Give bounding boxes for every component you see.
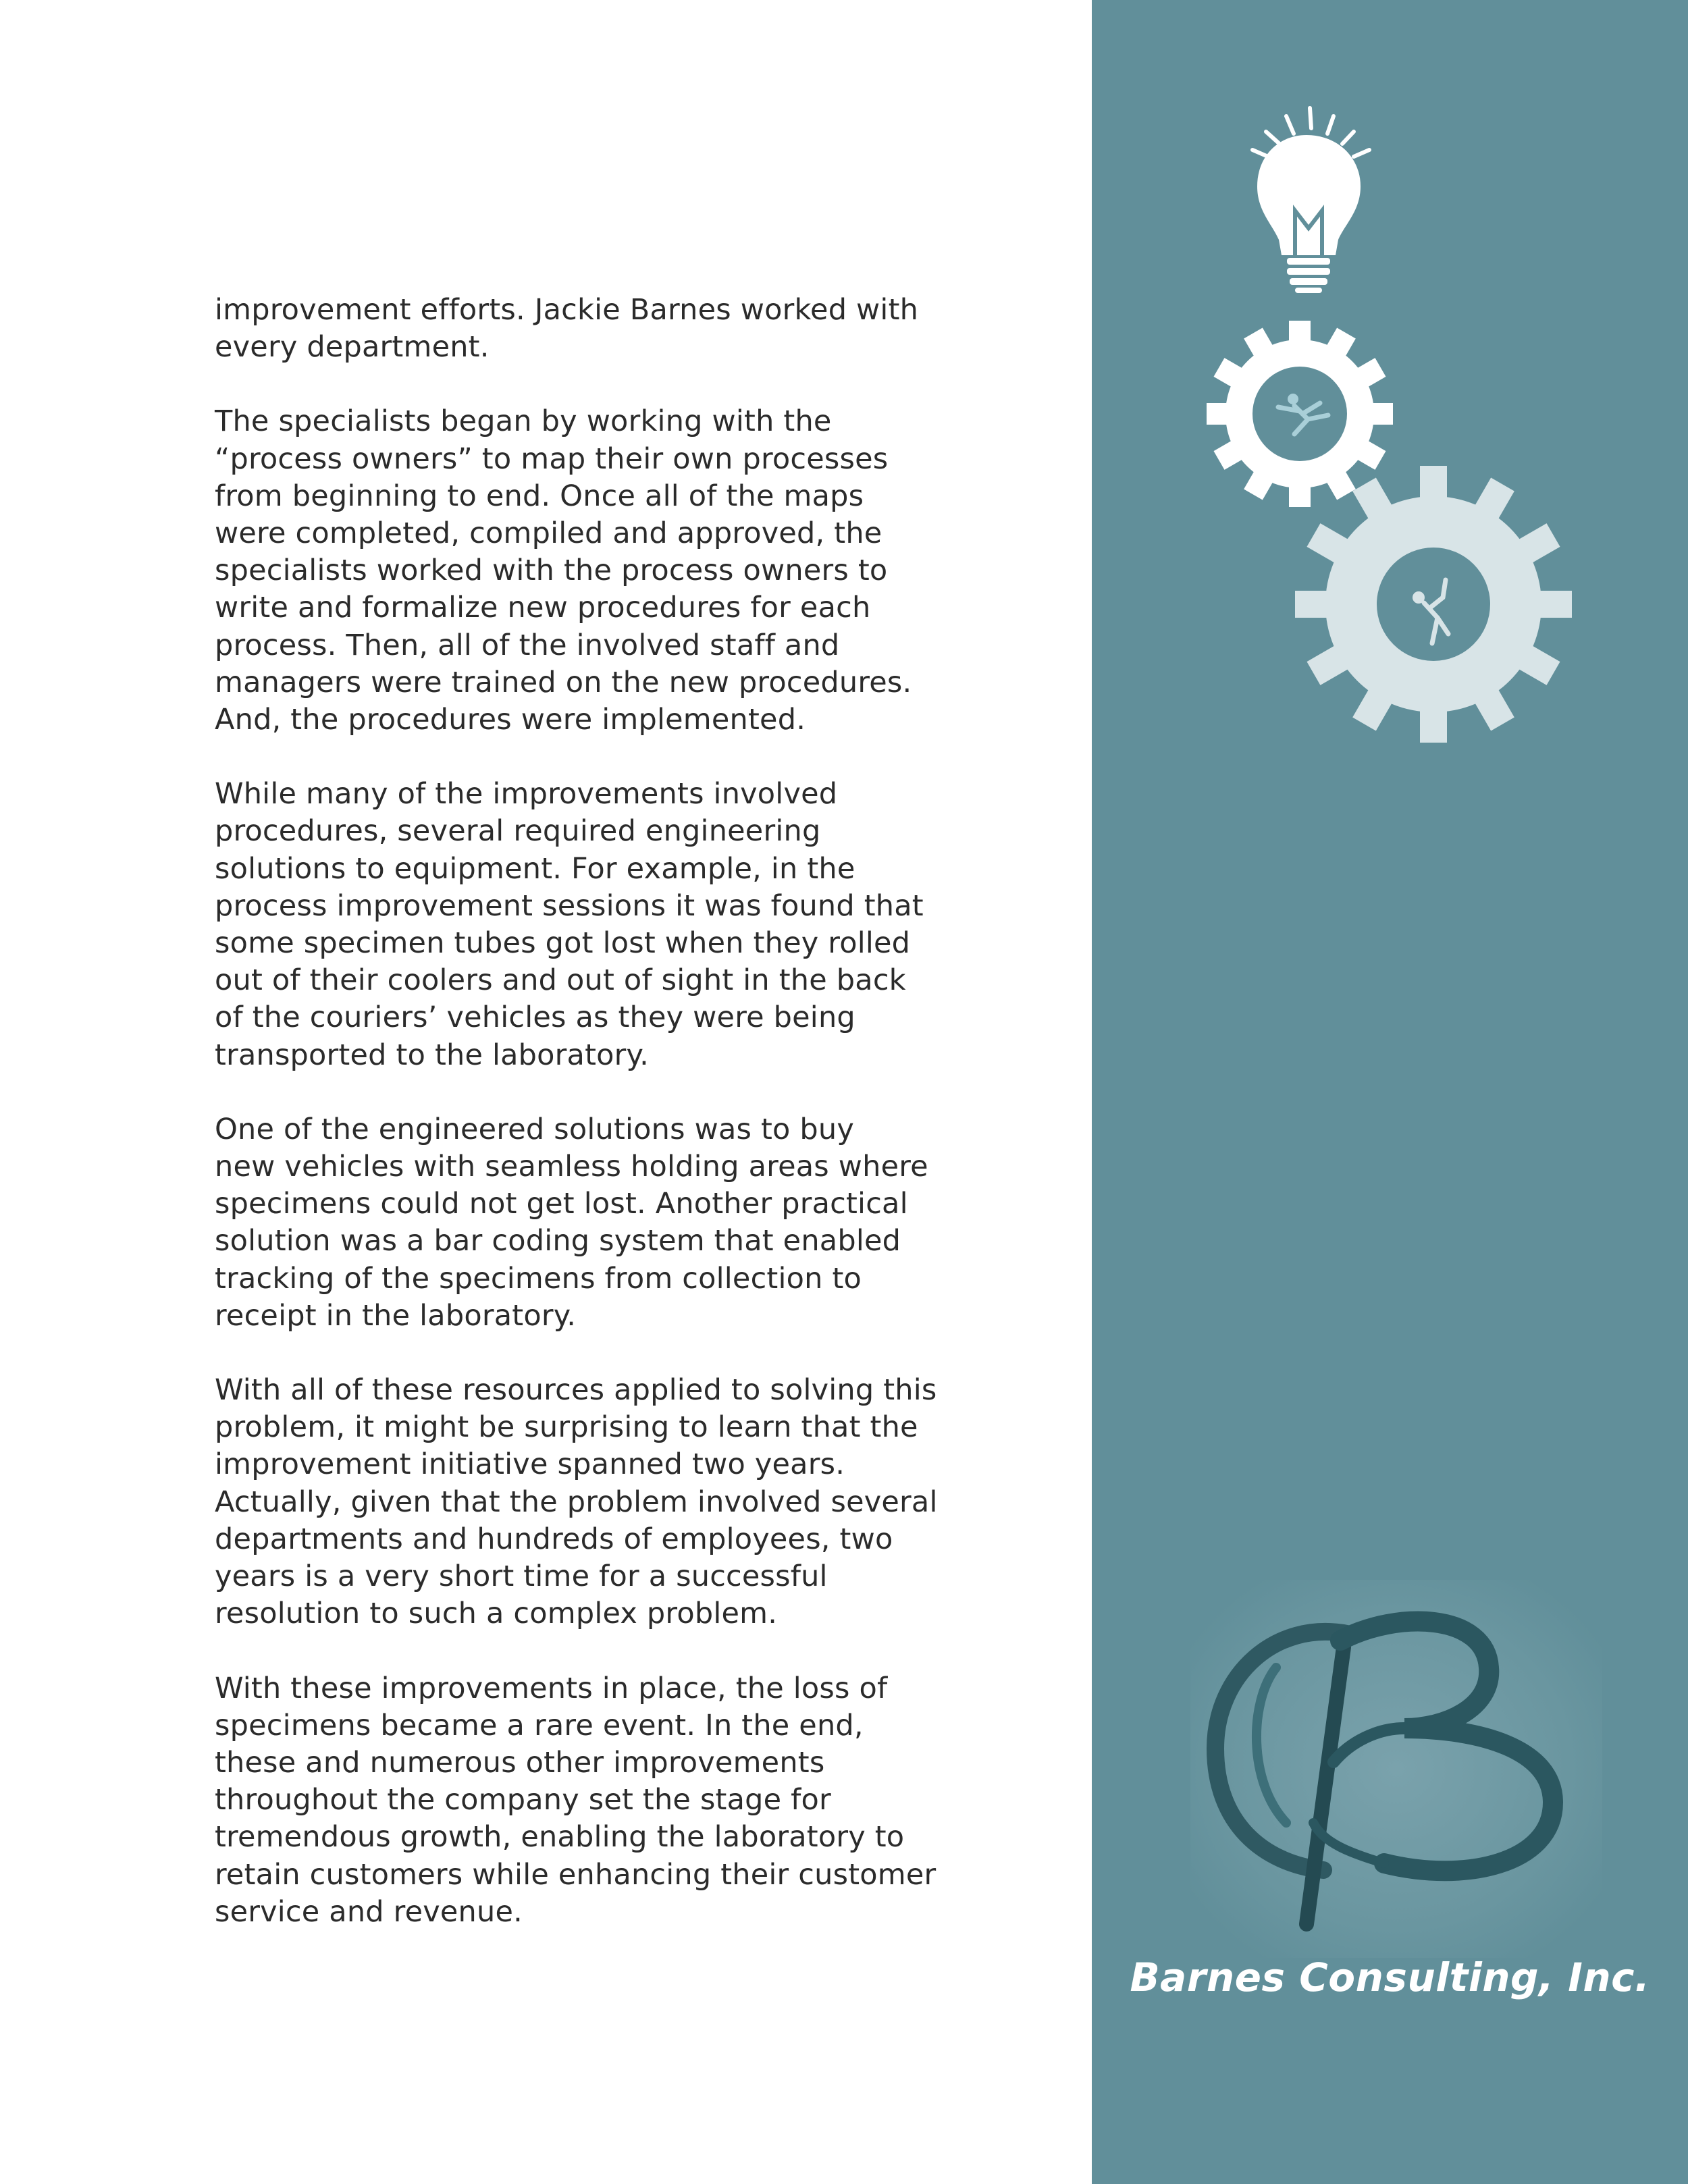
paragraph: While many of the improvements involved procedures, several required engineering solutions to equipment. For example, in the process improvement sessions it was found that some specimen tubes got lost when they rolled out of their coolers and out of sight in the back of the couriers’ vehicles as they were being transported to the laboratory.: [215, 777, 924, 1072]
paragraph: One of the engineered solutions was to buy new vehicles with seamless holding areas where specimens could not get lost. Another practical solution was a bar coding system that enabled tracking of the specimens from collection to receipt in the laboratory.: [215, 1112, 928, 1333]
company-logo: [1190, 1580, 1602, 1958]
company-name: Barnes Consulting, Inc.: [1130, 1954, 1650, 2000]
paragraph: improvement efforts. Jackie Barnes worked with every department.: [215, 293, 919, 365]
paragraph: The specialists began by working with the “process owners” to map their own processes from beginning to end. Once all of the maps were completed, compiled and approved, the specialists worked with the process owners to write and formalize new procedures for each process. Then, all of the involved staff and managers were trained on the new procedures. And, the procedures were implemented.: [215, 404, 912, 737]
paragraph: With all of these resources applied to solving this problem, it might be surprising to learn that the improvement initiative spanned two years. Actually, given that the problem involved several departments and hundreds of employees, two years is a very short time for a successful resolution to such a complex problem.: [215, 1373, 938, 1631]
gear-icon: [1295, 466, 1572, 743]
gear-icon: [1207, 321, 1393, 507]
lightbulb-icon: [1252, 108, 1369, 293]
paragraph: With these improvements in place, the loss of specimens became a rare event. In the end, these and numerous other improvements throughout the company set the stage for tremendous growth, enabling the laboratory to retain customers while enhancing their customer service and revenue.: [215, 1671, 937, 1929]
